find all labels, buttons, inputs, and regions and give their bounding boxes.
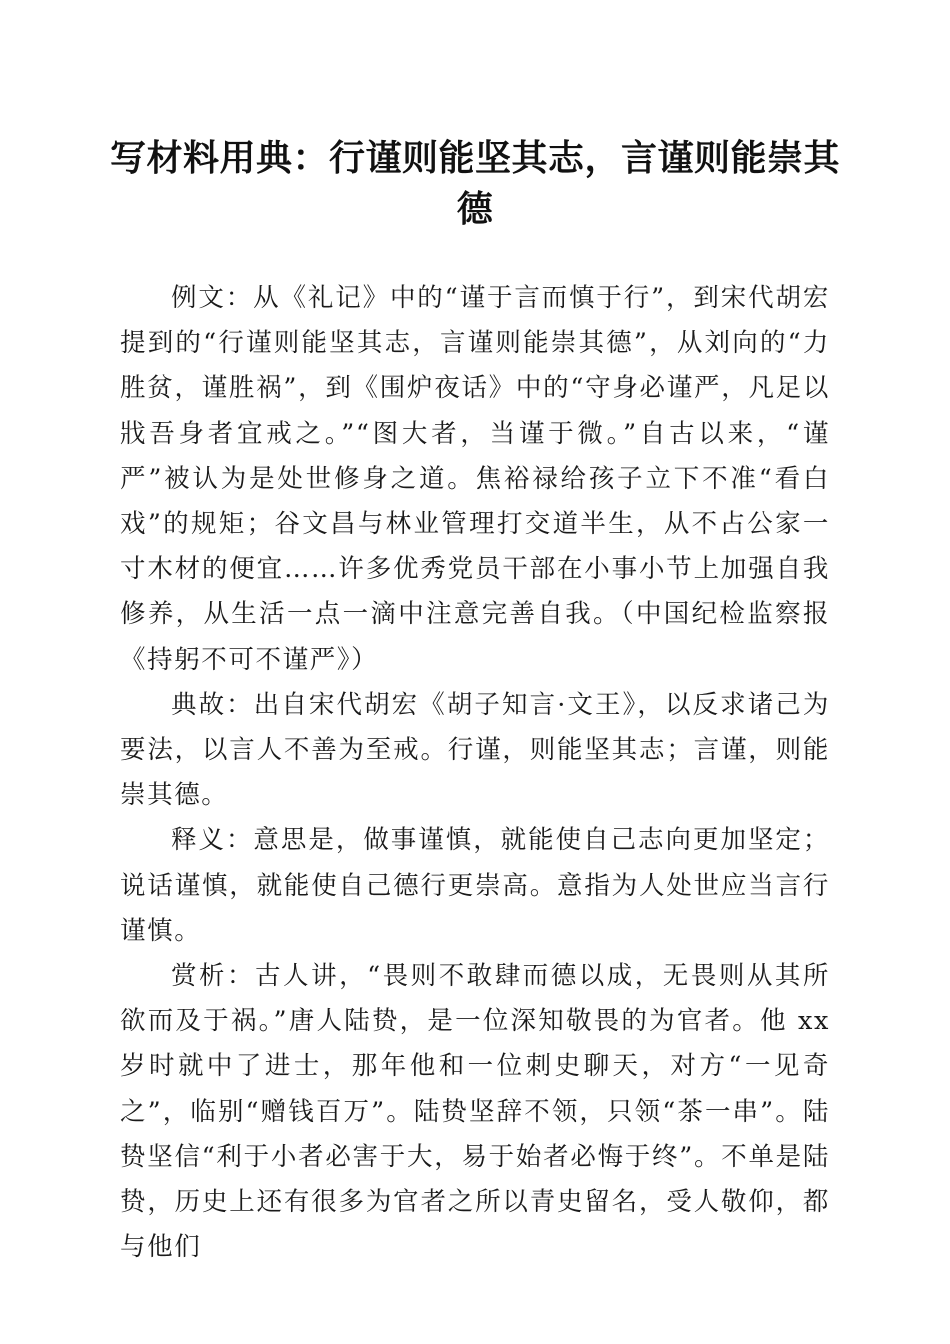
document-body (120, 276, 830, 1270)
paragraph-interpretation: 释义：意思是，做事谨慎，就能使自己志向更加坚定；说话谨慎，就能使自己德行更崇高。意指为人处世应当言行谨慎。 (120, 825, 830, 946)
paragraph-allusion: 典故：出自宋代胡宏《胡子知言·文王》，以反求诸己为要法，以言人不善为至戒。行谨，则能坚其志；言谨，则能崇其德。 (120, 689, 830, 811)
paragraph-appreciation: 赏析：古人讲，“畏则不敢肆而德以成，无畏则从其所欲而及于祸。”唐人陆贽，是一位深知敬畏的为官者。他 xx 岁时就中了进士，那年他和一位刺史聊天，对方“一见奇之”，临别“赠钱百万”。陆贽坚辞不领，只领“茶一串”。陆贽坚信“利于小者必害于大，易于始者必悔于终”。不单是陆贽，历史上还有很多为官者之所以青史留名，受人敬仰，都与他们 (120, 961, 830, 1263)
paragraph-example: 例文：从《礼记》中的“谨于言而慎于行”，到宋代胡宏提到的“行谨则能坚其志，言谨则能崇其德”，从刘向的“力胜贫，谨胜祸”，到《围炉夜话》中的“守身必谨严，凡足以戕吾身者宜戒之。”“图大者，当谨于微。”自古以来，“谨严”被认为是处世修身之道。焦裕禄给孩子立下不准“看白戏”的规矩；谷文昌与林业管理打交道半生，从不占公家一寸木材的便宜……许多优秀党员干部在小事小节上加强自我修养，从生活一点一滴中注意完善自我。（中国纪检监察报《持躬不可不谨严》） (120, 283, 830, 675)
document-title: 写材料用典：行谨则能坚其志，言谨则能崇其德 (110, 137, 841, 230)
